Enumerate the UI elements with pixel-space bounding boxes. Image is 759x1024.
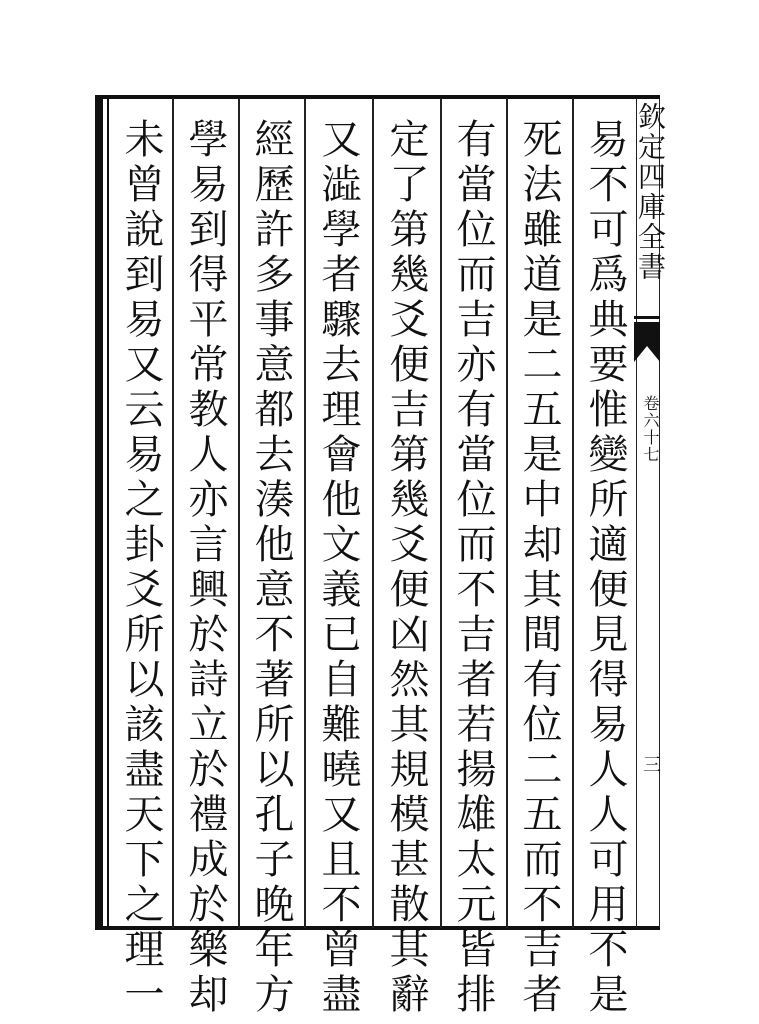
column-rule [572,98,574,928]
book-title: 欽定四庫全書 [634,102,667,282]
column-text: 經歷許多事意都去湊他意不著所以孔子晚年方 [248,118,294,1018]
column-rule [304,98,306,928]
column-text: 學易到得平常教人亦言興於詩立於禮成於樂却 [182,118,228,1018]
column-text: 又澁學者驟去理會他文義已自難曉又且不曾盡 [315,118,361,1018]
column-text: 易不可爲典要惟變所適便見得易人人可用不是 [582,118,628,1018]
banxin-volume [640,395,660,463]
banxin-folio [640,755,660,773]
frame-inner-rule [107,98,109,928]
column-text: 定了第幾爻便吉第幾爻便凶然其規模甚散其辭 [383,118,429,1018]
text-column-5 [308,118,368,1018]
column-rule [440,98,442,928]
text-column-4 [376,118,436,1018]
column-text: 未曾說到易又云易之卦爻所以該盡天下之理一 [118,118,164,1018]
column-rule [238,98,240,928]
column-rule [172,98,174,928]
column-rule [372,98,374,928]
text-column-8 [111,118,171,1018]
fishtail-line [634,316,660,319]
text-column-3 [443,118,503,1018]
text-column-1 [575,118,635,1018]
text-column-7 [175,118,235,1018]
column-text: 死法雖道是二五是中却其間有位二五而不吉者 [516,118,562,1018]
banxin-title [634,102,667,282]
text-column-2 [509,118,569,1018]
column-rule [506,98,508,928]
text-column-6 [241,118,301,1018]
volume-label: 卷六十七 [641,395,660,463]
column-text: 有當位而吉亦有當位而不吉者若揚雄太元皆排 [450,118,496,1018]
folio-number: 三 [640,755,661,773]
